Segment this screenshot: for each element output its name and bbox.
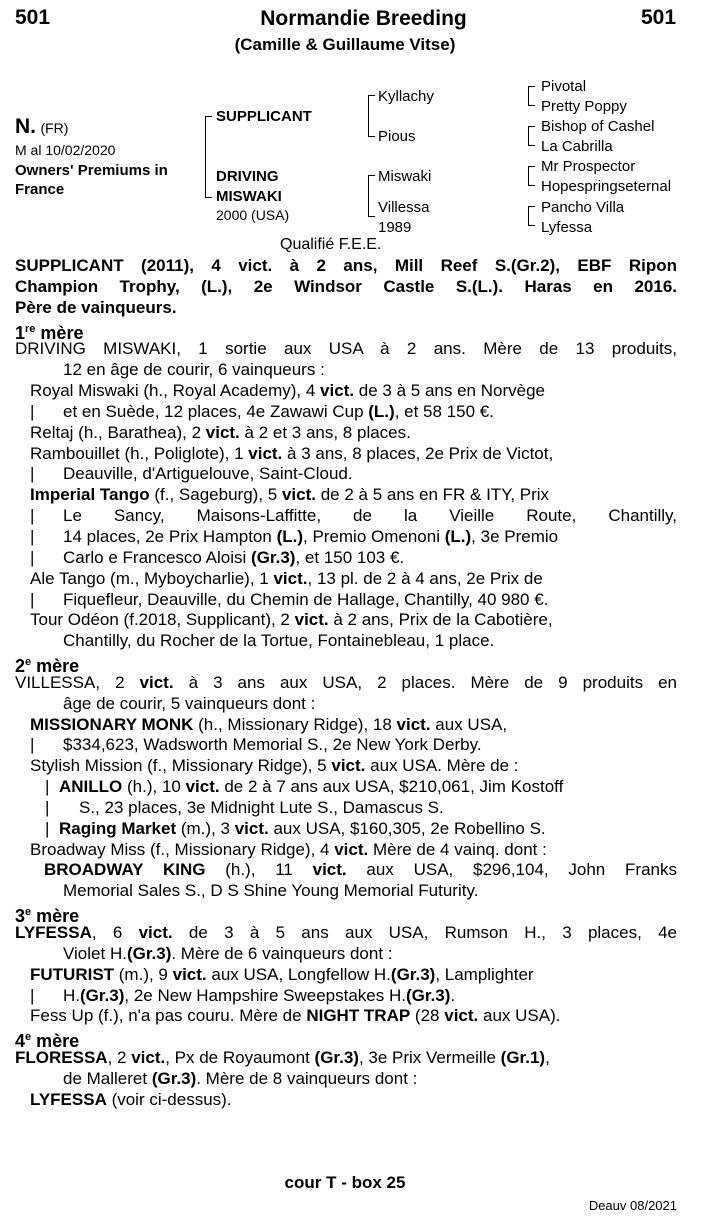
- fourth-dam-line: [15, 1069, 677, 1090]
- produce-text: Stylish Mission (f., Missionary Ridge), 5: [30, 756, 332, 776]
- produce-text: vict.: [331, 756, 366, 776]
- produce-text: vict.: [205, 422, 240, 442]
- produce-text: à 2 ans, Prix de la Cabotière,: [328, 610, 553, 630]
- lot-number-left: 501: [15, 6, 51, 29]
- produce-text: Carlo e Francesco Aloisi: [63, 547, 252, 567]
- pedigree-bracket-dd: [528, 206, 535, 226]
- third-dam-heading: 3e mère: [15, 906, 80, 927]
- produce-text: de 2 à 7 ans aux USA, $210,061, Jim Kostoff: [219, 777, 564, 797]
- produce-text: de 2 à 5 ans en FR & ITY, Prix: [315, 485, 550, 505]
- dam-text: (Gr.3): [314, 1048, 359, 1068]
- produce-text: (L.): [444, 526, 472, 546]
- produce-row: | Raging Market (m.), 3 vict. aux USA, $160,305, 2e Robellino S.: [45, 818, 546, 838]
- produce-row: [15, 610, 677, 631]
- produce-row: [15, 715, 677, 736]
- pedigree-sire-sire: Kyllachy: [378, 88, 434, 105]
- pedigree-bracket-sd: [528, 126, 535, 146]
- dam-text: (Gr.3): [151, 1068, 197, 1088]
- catalogue-body: [15, 256, 677, 1111]
- first-dam-heading: 1re mère: [15, 322, 84, 343]
- dam-text: (Gr.3): [126, 943, 172, 963]
- produce-row: [15, 965, 677, 986]
- produce-text: vict.: [396, 714, 431, 734]
- pedigree-bracket-dam: [368, 175, 375, 217]
- produce-text: vict.: [444, 1006, 479, 1026]
- produce-text: Reltaj (h., Barathea), 2: [30, 422, 206, 442]
- produce-text: 14 places, 2e Prix Hampton: [63, 526, 277, 546]
- produce-row: | S., 23 places, 3e Midnight Lute S., Damascus S.: [45, 797, 444, 817]
- produce-text: aux USA, $160,305, 2e Robellino S.: [268, 818, 546, 838]
- produce-text: de 3 à 5 ans en Norvège: [354, 381, 545, 401]
- produce-text: Mère de 4 vainq. dont :: [368, 839, 547, 859]
- pedigree-sdd: La Cabrilla: [541, 138, 613, 155]
- pedigree-ddd: Lyfessa: [541, 219, 593, 236]
- sire-line: Père de vainqueurs.: [15, 297, 177, 317]
- produce-text: vict.: [294, 610, 329, 630]
- produce-text: , et 58 150 €.: [394, 401, 494, 421]
- stable-location: cour T - box 25: [284, 1173, 406, 1192]
- produce-text: Raging Market: [59, 818, 177, 838]
- produce-row: | et en Suède, 12 places, 4e Zawawi Cup (L.), et 58 150 €.: [30, 401, 494, 421]
- produce-text: FUTURIST: [30, 964, 115, 984]
- produce-text: vict.: [185, 777, 220, 797]
- produce-text: Deauville, d'Artiguelouve, Saint-Cloud.: [63, 464, 353, 484]
- produce-text: (f., Sageburg), 5: [149, 485, 282, 505]
- pedigree-sds: Bishop of Cashel: [541, 118, 655, 135]
- produce-text: MISSIONARY MONK: [30, 714, 194, 734]
- pedigree-dam-sire: Miswaki: [378, 168, 432, 185]
- produce-text: (h., Missionary Ridge), 18: [193, 714, 397, 734]
- produce-row: [15, 860, 677, 881]
- horse-country: (FR): [40, 120, 69, 136]
- produce-text: Ale Tango (m., Myboycharlie), 1: [30, 568, 274, 588]
- pedigree-sss: Pivotal: [541, 78, 587, 95]
- produce-text: vict.: [312, 860, 347, 880]
- produce-row: [15, 1006, 677, 1027]
- produce-text: , Lamplighter: [435, 964, 534, 984]
- produce-text: vict.: [334, 839, 369, 859]
- produce-text: Imperial Tango: [30, 485, 150, 505]
- produce-row: [15, 756, 677, 777]
- dam-text: VILLESSA, 2: [15, 672, 140, 692]
- dam-text: vict.: [139, 672, 174, 692]
- produce-text: (voir ci-dessus).: [106, 1089, 232, 1109]
- produce-text: , Premio Omenoni: [303, 526, 445, 546]
- dam-text: vict.: [131, 1048, 166, 1068]
- pedigree-bracket-ss: [528, 86, 535, 106]
- horse-sex-birth: M al 10/02/2020: [15, 142, 116, 158]
- produce-row: | Le Sancy, Maisons-Laffitte, de la Vieille Route, Chantilly,: [30, 506, 677, 526]
- dam-text: de Malleret: [63, 1068, 152, 1088]
- produce-text: BROADWAY KING: [44, 860, 206, 880]
- produce-text: vict.: [281, 485, 316, 505]
- first-dam-line: 12 en âge de courir, 6 vainqueurs :: [63, 360, 325, 380]
- pedigree-bracket-ds: [528, 166, 535, 186]
- produce-row: [15, 444, 677, 465]
- produce-text: , 13 pl. de 2 à 4 ans, 2e Prix de: [307, 568, 543, 588]
- produce-text: S., 23 places, 3e Midnight Lute S., Damascus S.: [79, 797, 444, 817]
- dam-text: ,: [545, 1048, 550, 1068]
- produce-text: Rambouillet (h., Poliglote), 1: [30, 443, 249, 463]
- produce-text: et en Suède, 12 places, 4e Zawawi Cup: [63, 401, 369, 421]
- produce-row: | Carlo e Francesco Aloisi (Gr.3), et 150 103 €.: [30, 547, 405, 567]
- first-dam-line: DRIVING MISWAKI, 1 sortie aux USA à 2 ans. Mère de 13 produits,: [15, 339, 677, 359]
- second-dam-line: [15, 673, 677, 694]
- produce-text: aux USA, Longfellow H.: [206, 964, 391, 984]
- produce-text: aux USA).: [478, 1006, 561, 1026]
- produce-text: Le Sancy, Maisons-Laffitte, de la Vieille Route, Chantilly,: [63, 506, 677, 526]
- dam-text: vict.: [138, 923, 173, 942]
- pedigree-dam-line2: MISWAKI: [216, 188, 282, 205]
- produce-text: NIGHT TRAP: [306, 1006, 411, 1026]
- pedigree-sire-dam: Pious: [378, 128, 416, 145]
- pedigree-dam-dam: Villessa: [378, 199, 430, 216]
- produce-text: vict.: [248, 443, 283, 463]
- produce-text: aux USA. Mère de :: [365, 756, 519, 776]
- produce-row: | $334,623, Wadsworth Memorial S., 2e New York Derby.: [30, 735, 482, 755]
- third-dam-line: [15, 944, 677, 965]
- dam-text: , Px de Royaumont: [165, 1048, 315, 1068]
- dam-text: . Mère de 8 vainqueurs dont :: [196, 1068, 418, 1088]
- pedigree-dss: Mr Prospector: [541, 158, 636, 175]
- consignor-name: Normandie Breeding: [260, 7, 467, 30]
- pedigree-ssd: Pretty Poppy: [541, 98, 627, 115]
- produce-text: (L.): [276, 526, 303, 546]
- produce-row: [15, 1090, 677, 1111]
- sale-stamp: Deauv 08/2021: [588, 1198, 677, 1213]
- produce-row: | Fiquefleur, Deauville, du Chemin de Hallage, Chantilly, 40 980 €.: [30, 589, 549, 609]
- pedigree-dds: Pancho Villa: [541, 199, 625, 216]
- produce-row: Chantilly, du Rocher de la Tortue, Fontainebleau, 1 place.: [63, 631, 495, 651]
- produce-row: [15, 485, 677, 506]
- second-dam-line: âge de courir, 5 vainqueurs dont :: [63, 693, 316, 713]
- produce-text: (Gr.3): [251, 547, 296, 567]
- produce-text: , 2e New Hampshire Sweepstakes H.: [124, 985, 406, 1005]
- pedigree-bracket-sire: [368, 95, 375, 137]
- produce-text: vict.: [172, 964, 207, 984]
- produce-text: (Gr.3): [80, 985, 125, 1005]
- produce-text: , et 150 103 €.: [295, 547, 405, 567]
- fourth-dam-heading: 4e mère: [15, 1031, 80, 1052]
- produce-text: Broadway Miss (f., Missionary Ridge), 4: [30, 839, 335, 859]
- sire-line: Champion Trophy, (L.), 2e Windsor Castle S.(L.). Haras en 2016.: [15, 276, 677, 296]
- horse-name-block: [15, 115, 68, 139]
- dam-text: , 3e Prix Vermeille: [358, 1048, 501, 1068]
- dam-text: , 6: [91, 923, 139, 942]
- lot-number-right: 501: [641, 6, 677, 29]
- dam-text: , 2: [107, 1048, 132, 1068]
- fourth-dam-line: [15, 1048, 677, 1069]
- pedigree-dsd: Hopespringseternal: [541, 178, 672, 195]
- third-dam-line: [15, 923, 677, 944]
- dam-text: . Mère de 6 vainqueurs dont :: [171, 943, 393, 963]
- produce-text: (Gr.3): [405, 985, 451, 1005]
- produce-text: (28: [410, 1006, 445, 1026]
- owners-premium-line1: Owners' Premiums in: [15, 162, 168, 179]
- produce-text: Tour Odéon (f.2018, Supplicant), 2: [30, 610, 295, 630]
- produce-row: [15, 423, 677, 444]
- produce-row: | H.(Gr.3), 2e New Hampshire Sweepstakes H.(Gr.3).: [30, 985, 456, 1005]
- pedigree-dam-year: 2000 (USA): [216, 207, 290, 223]
- owners-premium-line2: France: [15, 181, 65, 198]
- produce-text: (h.), 11: [205, 860, 313, 880]
- produce-text: (m.), 9: [114, 964, 173, 984]
- second-dam-heading: 2e mère: [15, 656, 80, 677]
- produce-text: Fess Up (f.), n'a pas couru. Mère de: [30, 1006, 307, 1026]
- qualifie-fee: Qualifié F.E.E.: [280, 236, 382, 253]
- dam-text: (Gr.1): [500, 1048, 546, 1068]
- dam-text: de 3 à 5 ans aux USA, Rumson H., 3 places, 4e: [172, 923, 678, 942]
- dam-text: LYFESSA: [15, 923, 92, 942]
- produce-text: (m.), 3: [176, 818, 235, 838]
- produce-text: (L.): [368, 401, 395, 421]
- produce-row: | ANILLO (h.), 10 vict. de 2 à 7 ans aux USA, $210,061, Jim Kostoff: [45, 777, 564, 797]
- produce-row: [15, 840, 677, 861]
- dam-text: FLORESSA: [15, 1048, 108, 1068]
- sire-line: SUPPLICANT (2011), 4 vict. à 2 ans, Mill Reef S.(Gr.2), EBF Ripon: [15, 256, 677, 275]
- produce-text: aux USA,: [430, 714, 508, 734]
- pedigree-sire: SUPPLICANT: [216, 108, 312, 125]
- horse-name: N.: [15, 115, 36, 138]
- consignor-subtitle: (Camille & Guillaume Vitse): [234, 35, 456, 54]
- produce-text: à 3 ans, 8 places, 2e Prix de Victot,: [282, 443, 554, 463]
- dam-text: Violet H.: [63, 943, 127, 963]
- pedigree-dam-line1: DRIVING: [216, 168, 279, 185]
- produce-row: Memorial Sales S., D S Shine Young Memorial Futurity.: [63, 881, 479, 901]
- produce-text: Royal Miswaki (h., Royal Academy), 4: [30, 381, 321, 401]
- pedigree-bracket-gen1: [205, 116, 212, 198]
- dam-text: à 3 ans aux USA, 2 places. Mère de 9 produits en: [173, 672, 677, 692]
- produce-text: , 3e Premio: [471, 526, 559, 546]
- pedigree-dam-dam-year: 1989: [378, 219, 412, 236]
- produce-text: vict.: [234, 818, 269, 838]
- produce-text: vict.: [273, 568, 308, 588]
- produce-row: [15, 569, 677, 590]
- produce-text: (Gr.3): [390, 964, 436, 984]
- produce-text: LYFESSA: [30, 1089, 107, 1109]
- produce-text: vict.: [320, 381, 355, 401]
- produce-row: | 14 places, 2e Prix Hampton (L.), Premio Omenoni (L.), 3e Premio: [30, 526, 559, 546]
- produce-text: .: [450, 985, 456, 1005]
- produce-text: à 2 et 3 ans, 8 places.: [239, 422, 411, 442]
- produce-text: aux USA, $296,104, John Franks: [346, 860, 677, 880]
- produce-row: | Deauville, d'Artiguelouve, Saint-Cloud.: [30, 464, 353, 484]
- produce-text: $334,623, Wadsworth Memorial S., 2e New York Derby.: [63, 735, 482, 755]
- produce-text: (h.), 10: [122, 777, 186, 797]
- produce-text: H.: [63, 985, 80, 1005]
- produce-text: ANILLO: [59, 777, 123, 797]
- produce-row: [15, 381, 677, 402]
- produce-text: Fiquefleur, Deauville, du Chemin de Hallage, Chantilly, 40 980 €.: [63, 589, 549, 609]
